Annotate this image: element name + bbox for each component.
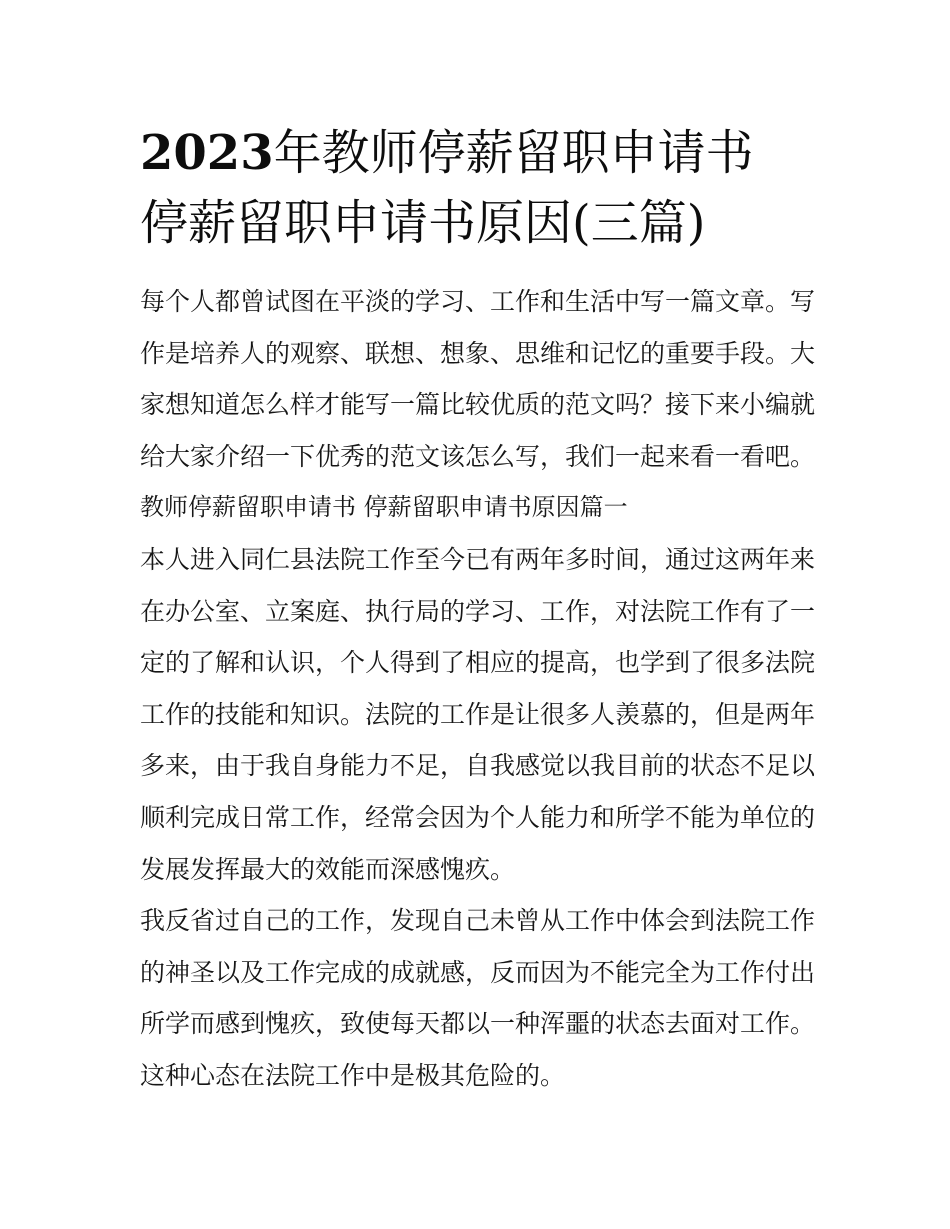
body-paragraph-2: 我反省过自己的工作，发现自己未曾从工作中体会到法院工作的神圣以及工作完成的成就感，反而因为不能完全为工作付出所学而感到愧疚，致使每天都以一种浑噩的状态去面对工作。这种心态在法院工作中是极其危险的。 [140,906,816,1090]
section-heading: 教师停薪留职申请书 停薪留职申请书原因篇一 [140,493,628,522]
intro-paragraph: 每个人都曾试图在平淡的学习、工作和生活中写一篇文章。写作是培养人的观察、联想、想象、思维和记忆的重要手段。大家想知道怎么样才能写一篇比较优质的范文吗？接下来小编就给大家介绍一下优秀的范文该怎么写，我们一起来看一看吧。 [140,287,816,471]
title-line-1 [140,118,840,188]
title-line-2: 停薪留职申请书原因(三篇) [140,195,706,251]
title-year: 2023 [140,125,274,181]
title-line-1-text: 年教师停薪留职申请书 [273,125,754,181]
document-title [140,118,840,258]
document-body [140,276,820,1102]
body-paragraph-1: 本人进入同仁县法院工作至今已有两年多时间，通过这两年来在办公室、立案庭、执行局的学习、工作，对法院工作有了一定的了解和认识，个人得到了相应的提高，也学到了很多法院工作的技能和知识。法院的工作是让很多人羡慕的，但是两年多来，由于我自身能力不足，自我感觉以我目前的状态不足以顺利完成日常工作，经常会因为个人能力和所学不能为单位的发展发挥最大的效能而深感愧疚。 [140,544,816,884]
